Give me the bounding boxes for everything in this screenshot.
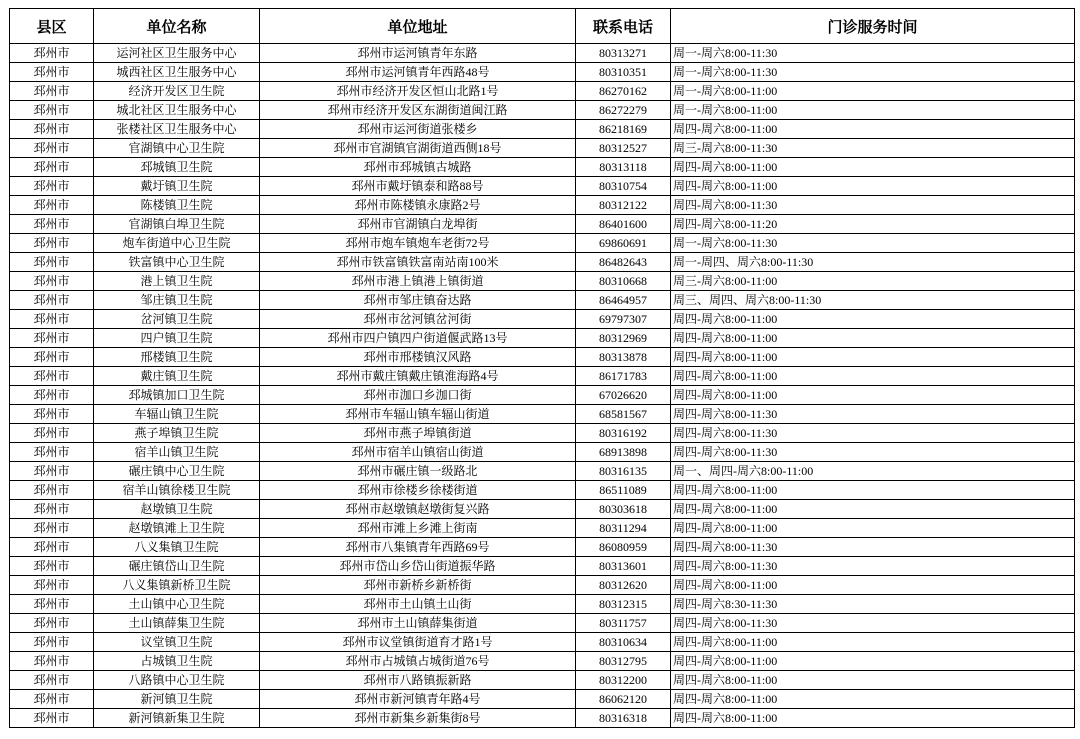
address-cell: 邳州市官湖镇白龙埠街 — [260, 215, 576, 234]
service-hours-cell: 周四-周六8:00-11:00 — [671, 120, 1075, 139]
address-cell: 邳州市土山镇薛集街道 — [260, 614, 576, 633]
service-hours-cell: 周一、周四-周六8:00-11:00 — [671, 462, 1075, 481]
county-cell: 邳州市 — [10, 272, 94, 291]
table-row — [10, 44, 1075, 63]
phone-cell: 80312315 — [576, 595, 671, 614]
unit-name-cell: 城西社区卫生服务中心 — [94, 63, 260, 82]
unit-name-cell: 运河社区卫生服务中心 — [94, 44, 260, 63]
phone-cell: 80313271 — [576, 44, 671, 63]
service-hours-cell: 周三-周六8:00-11:30 — [671, 139, 1075, 158]
county-cell: 邳州市 — [10, 671, 94, 690]
unit-name-cell: 土山镇中心卫生院 — [94, 595, 260, 614]
service-hours-cell: 周四-周六8:00-11:30 — [671, 557, 1075, 576]
unit-name-cell: 八义集镇卫生院 — [94, 538, 260, 557]
service-hours-cell: 周四-周六8:00-11:00 — [671, 386, 1075, 405]
unit-name-cell: 城北社区卫生服务中心 — [94, 101, 260, 120]
table-row — [10, 291, 1075, 310]
unit-name-cell: 燕子埠镇卫生院 — [94, 424, 260, 443]
phone-cell: 80312527 — [576, 139, 671, 158]
phone-cell: 80311294 — [576, 519, 671, 538]
county-cell: 邳州市 — [10, 652, 94, 671]
address-cell: 邳州市车辐山镇车辐山街道 — [260, 405, 576, 424]
address-cell: 邳州市新桥乡新桥街 — [260, 576, 576, 595]
unit-name-cell: 戴圩镇卫生院 — [94, 177, 260, 196]
table-row — [10, 519, 1075, 538]
table-row — [10, 576, 1075, 595]
address-cell: 邳州市新河镇青年路4号 — [260, 690, 576, 709]
address-cell: 邳州市新集乡新集街8号 — [260, 709, 576, 728]
unit-name-cell: 岔河镇卫生院 — [94, 310, 260, 329]
table-row — [10, 139, 1075, 158]
unit-name-cell: 宿羊山镇徐楼卫生院 — [94, 481, 260, 500]
service-hours-cell: 周四-周六8:00-11:00 — [671, 633, 1075, 652]
unit-name-cell: 邳城镇加口卫生院 — [94, 386, 260, 405]
service-hours-cell: 周四-周六8:00-11:00 — [671, 158, 1075, 177]
table-row — [10, 63, 1075, 82]
address-cell: 邳州市议堂镇街道育才路1号 — [260, 633, 576, 652]
unit-name-cell: 戴庄镇卫生院 — [94, 367, 260, 386]
table-row — [10, 386, 1075, 405]
county-cell: 邳州市 — [10, 158, 94, 177]
unit-name-cell: 港上镇卫生院 — [94, 272, 260, 291]
address-cell: 邳州市官湖镇官湖街道西侧18号 — [260, 139, 576, 158]
unit-name-cell: 张楼社区卫生服务中心 — [94, 120, 260, 139]
service-hours-cell: 周四-周六8:00-11:00 — [671, 519, 1075, 538]
service-hours-cell: 周四-周六8:00-11:00 — [671, 500, 1075, 519]
table-body — [10, 44, 1075, 728]
county-cell: 邳州市 — [10, 576, 94, 595]
clinic-table — [9, 8, 1075, 728]
service-hours-cell: 周四-周六8:00-11:20 — [671, 215, 1075, 234]
county-cell: 邳州市 — [10, 519, 94, 538]
address-cell: 邳州市赵墩镇赵墩街复兴路 — [260, 500, 576, 519]
table-row — [10, 272, 1075, 291]
table-row — [10, 709, 1075, 728]
unit-name-cell: 官湖镇白埠卫生院 — [94, 215, 260, 234]
address-cell: 邳州市港上镇港上镇街道 — [260, 272, 576, 291]
table-row — [10, 234, 1075, 253]
service-hours-cell: 周四-周六8:00-11:00 — [671, 329, 1075, 348]
county-cell: 邳州市 — [10, 614, 94, 633]
header-unit-address: 单位地址 — [260, 9, 576, 44]
county-cell: 邳州市 — [10, 82, 94, 101]
unit-name-cell: 铁富镇中心卫生院 — [94, 253, 260, 272]
county-cell: 邳州市 — [10, 462, 94, 481]
county-cell: 邳州市 — [10, 120, 94, 139]
phone-cell: 80313601 — [576, 557, 671, 576]
county-cell: 邳州市 — [10, 500, 94, 519]
unit-name-cell: 八路镇中心卫生院 — [94, 671, 260, 690]
county-cell: 邳州市 — [10, 709, 94, 728]
service-hours-cell: 周四-周六8:00-11:00 — [671, 671, 1075, 690]
table-row — [10, 443, 1075, 462]
phone-cell: 80311757 — [576, 614, 671, 633]
address-cell: 邳州市炮车镇炮车老街72号 — [260, 234, 576, 253]
unit-name-cell: 赵墩镇卫生院 — [94, 500, 260, 519]
phone-cell: 86080959 — [576, 538, 671, 557]
unit-name-cell: 碾庄镇岱山卫生院 — [94, 557, 260, 576]
address-cell: 邳州市八路镇振新路 — [260, 671, 576, 690]
phone-cell: 86482643 — [576, 253, 671, 272]
table-row — [10, 424, 1075, 443]
phone-cell: 80316192 — [576, 424, 671, 443]
address-cell: 邳州市邹庄镇奋达路 — [260, 291, 576, 310]
table-row — [10, 196, 1075, 215]
table-row — [10, 538, 1075, 557]
service-hours-cell: 周四-周六8:00-11:00 — [671, 310, 1075, 329]
address-cell: 邳州市碾庄镇一级路北 — [260, 462, 576, 481]
phone-cell: 68581567 — [576, 405, 671, 424]
address-cell: 邳州市泇口乡泇口街 — [260, 386, 576, 405]
table-row — [10, 82, 1075, 101]
table-row — [10, 215, 1075, 234]
service-hours-cell: 周三、周四、周六8:00-11:30 — [671, 291, 1075, 310]
service-hours-cell: 周四-周六8:00-11:00 — [671, 367, 1075, 386]
phone-cell: 86401600 — [576, 215, 671, 234]
service-hours-cell: 周一-周六8:00-11:30 — [671, 63, 1075, 82]
county-cell: 邳州市 — [10, 348, 94, 367]
county-cell: 邳州市 — [10, 177, 94, 196]
service-hours-cell: 周一-周六8:00-11:00 — [671, 82, 1075, 101]
address-cell: 邳州市土山镇土山街 — [260, 595, 576, 614]
phone-cell: 86511089 — [576, 481, 671, 500]
county-cell: 邳州市 — [10, 386, 94, 405]
county-cell: 邳州市 — [10, 424, 94, 443]
phone-cell: 80310634 — [576, 633, 671, 652]
table-row — [10, 671, 1075, 690]
address-cell: 邳州市宿羊山镇宿山街道 — [260, 443, 576, 462]
service-hours-cell: 周四-周六8:00-11:30 — [671, 424, 1075, 443]
address-cell: 邳州市滩上乡滩上街南 — [260, 519, 576, 538]
phone-cell: 86218169 — [576, 120, 671, 139]
address-cell: 邳州市戴庄镇戴庄镇淮海路4号 — [260, 367, 576, 386]
phone-cell: 80303618 — [576, 500, 671, 519]
unit-name-cell: 经济开发区卫生院 — [94, 82, 260, 101]
address-cell: 邳州市邢楼镇汉风路 — [260, 348, 576, 367]
phone-cell: 80310351 — [576, 63, 671, 82]
county-cell: 邳州市 — [10, 139, 94, 158]
service-hours-cell: 周一-周六8:00-11:00 — [671, 101, 1075, 120]
address-cell: 邳州市陈楼镇永康路2号 — [260, 196, 576, 215]
unit-name-cell: 土山镇薛集卫生院 — [94, 614, 260, 633]
address-cell: 邳州市铁富镇铁富南站南100米 — [260, 253, 576, 272]
address-cell: 邳州市戴圩镇泰和路88号 — [260, 177, 576, 196]
county-cell: 邳州市 — [10, 481, 94, 500]
service-hours-cell: 周一-周四、周六8:00-11:30 — [671, 253, 1075, 272]
county-cell: 邳州市 — [10, 557, 94, 576]
service-hours-cell: 周四-周六8:00-11:00 — [671, 709, 1075, 728]
table-row — [10, 253, 1075, 272]
service-hours-cell: 周四-周六8:00-11:00 — [671, 652, 1075, 671]
service-hours-cell: 周四-周六8:00-11:00 — [671, 177, 1075, 196]
table-row — [10, 158, 1075, 177]
service-hours-cell: 周四-周六8:30-11:30 — [671, 595, 1075, 614]
unit-name-cell: 赵墩镇滩上卫生院 — [94, 519, 260, 538]
county-cell: 邳州市 — [10, 215, 94, 234]
phone-cell: 68913898 — [576, 443, 671, 462]
service-hours-cell: 周三-周六8:00-11:00 — [671, 272, 1075, 291]
phone-cell: 86272279 — [576, 101, 671, 120]
county-cell: 邳州市 — [10, 310, 94, 329]
unit-name-cell: 邢楼镇卫生院 — [94, 348, 260, 367]
county-cell: 邳州市 — [10, 633, 94, 652]
header-phone: 联系电话 — [576, 9, 671, 44]
county-cell: 邳州市 — [10, 101, 94, 120]
address-cell: 邳州市八集镇青年西路69号 — [260, 538, 576, 557]
county-cell: 邳州市 — [10, 329, 94, 348]
phone-cell: 69860691 — [576, 234, 671, 253]
phone-cell: 80312200 — [576, 671, 671, 690]
address-cell: 邳州市运河街道张楼乡 — [260, 120, 576, 139]
unit-name-cell: 占城镇卫生院 — [94, 652, 260, 671]
service-hours-cell: 周四-周六8:00-11:00 — [671, 576, 1075, 595]
table-row — [10, 329, 1075, 348]
phone-cell: 86062120 — [576, 690, 671, 709]
table-row — [10, 348, 1075, 367]
service-hours-cell: 周一-周六8:00-11:30 — [671, 44, 1075, 63]
header-county: 县区 — [10, 9, 94, 44]
county-cell: 邳州市 — [10, 234, 94, 253]
unit-name-cell: 八义集镇新桥卫生院 — [94, 576, 260, 595]
address-cell: 邳州市运河镇青年东路 — [260, 44, 576, 63]
unit-name-cell: 宿羊山镇卫生院 — [94, 443, 260, 462]
county-cell: 邳州市 — [10, 367, 94, 386]
table-row — [10, 462, 1075, 481]
service-hours-cell: 周四-周六8:00-11:30 — [671, 196, 1075, 215]
county-cell: 邳州市 — [10, 291, 94, 310]
county-cell: 邳州市 — [10, 63, 94, 82]
county-cell: 邳州市 — [10, 196, 94, 215]
table-row — [10, 557, 1075, 576]
county-cell: 邳州市 — [10, 538, 94, 557]
table-row — [10, 690, 1075, 709]
service-hours-cell: 周四-周六8:00-11:00 — [671, 348, 1075, 367]
phone-cell: 80316135 — [576, 462, 671, 481]
table-row — [10, 633, 1075, 652]
table-row — [10, 367, 1075, 386]
unit-name-cell: 碾庄镇中心卫生院 — [94, 462, 260, 481]
phone-cell: 69797307 — [576, 310, 671, 329]
phone-cell: 80312969 — [576, 329, 671, 348]
service-hours-cell: 周四-周六8:00-11:00 — [671, 690, 1075, 709]
phone-cell: 80312122 — [576, 196, 671, 215]
phone-cell: 86464957 — [576, 291, 671, 310]
service-hours-cell: 周四-周六8:00-11:30 — [671, 614, 1075, 633]
phone-cell: 80312795 — [576, 652, 671, 671]
unit-name-cell: 官湖镇中心卫生院 — [94, 139, 260, 158]
address-cell: 邳州市岱山乡岱山街道振华路 — [260, 557, 576, 576]
unit-name-cell: 邹庄镇卫生院 — [94, 291, 260, 310]
phone-cell: 86270162 — [576, 82, 671, 101]
unit-name-cell: 炮车街道中心卫生院 — [94, 234, 260, 253]
address-cell: 邳州市运河镇青年西路48号 — [260, 63, 576, 82]
address-cell: 邳州市岔河镇岔河街 — [260, 310, 576, 329]
table-row — [10, 405, 1075, 424]
unit-name-cell: 车辐山镇卫生院 — [94, 405, 260, 424]
phone-cell: 80313878 — [576, 348, 671, 367]
header-unit-name: 单位名称 — [94, 9, 260, 44]
table-row — [10, 120, 1075, 139]
address-cell: 邳州市邳城镇古城路 — [260, 158, 576, 177]
table-row — [10, 481, 1075, 500]
county-cell: 邳州市 — [10, 443, 94, 462]
phone-cell: 80310754 — [576, 177, 671, 196]
county-cell: 邳州市 — [10, 595, 94, 614]
phone-cell: 86171783 — [576, 367, 671, 386]
address-cell: 邳州市占城镇占城街道76号 — [260, 652, 576, 671]
unit-name-cell: 议堂镇卫生院 — [94, 633, 260, 652]
county-cell: 邳州市 — [10, 690, 94, 709]
clinic-schedule-sheet — [9, 8, 1075, 728]
table-row — [10, 101, 1075, 120]
table-row — [10, 177, 1075, 196]
header-service-hours: 门诊服务时间 — [671, 9, 1075, 44]
address-cell: 邳州市经济开发区东湖街道闽江路 — [260, 101, 576, 120]
table-header-row — [10, 9, 1075, 44]
table-row — [10, 614, 1075, 633]
service-hours-cell: 周四-周六8:00-11:30 — [671, 443, 1075, 462]
address-cell: 邳州市四户镇四户街道偃武路13号 — [260, 329, 576, 348]
county-cell: 邳州市 — [10, 44, 94, 63]
service-hours-cell: 周四-周六8:00-11:00 — [671, 481, 1075, 500]
phone-cell: 80310668 — [576, 272, 671, 291]
unit-name-cell: 邳城镇卫生院 — [94, 158, 260, 177]
phone-cell: 80313118 — [576, 158, 671, 177]
address-cell: 邳州市燕子埠镇街道 — [260, 424, 576, 443]
phone-cell: 80312620 — [576, 576, 671, 595]
phone-cell: 67026620 — [576, 386, 671, 405]
table-row — [10, 310, 1075, 329]
unit-name-cell: 新河镇卫生院 — [94, 690, 260, 709]
service-hours-cell: 周四-周六8:00-11:30 — [671, 405, 1075, 424]
county-cell: 邳州市 — [10, 253, 94, 272]
table-row — [10, 595, 1075, 614]
service-hours-cell: 周四-周六8:00-11:30 — [671, 538, 1075, 557]
address-cell: 邳州市徐楼乡徐楼街道 — [260, 481, 576, 500]
address-cell: 邳州市经济开发区恒山北路1号 — [260, 82, 576, 101]
table-row — [10, 500, 1075, 519]
service-hours-cell: 周一-周六8:00-11:30 — [671, 234, 1075, 253]
county-cell: 邳州市 — [10, 405, 94, 424]
unit-name-cell: 陈楼镇卫生院 — [94, 196, 260, 215]
unit-name-cell: 新河镇新集卫生院 — [94, 709, 260, 728]
table-row — [10, 652, 1075, 671]
phone-cell: 80316318 — [576, 709, 671, 728]
unit-name-cell: 四户镇卫生院 — [94, 329, 260, 348]
